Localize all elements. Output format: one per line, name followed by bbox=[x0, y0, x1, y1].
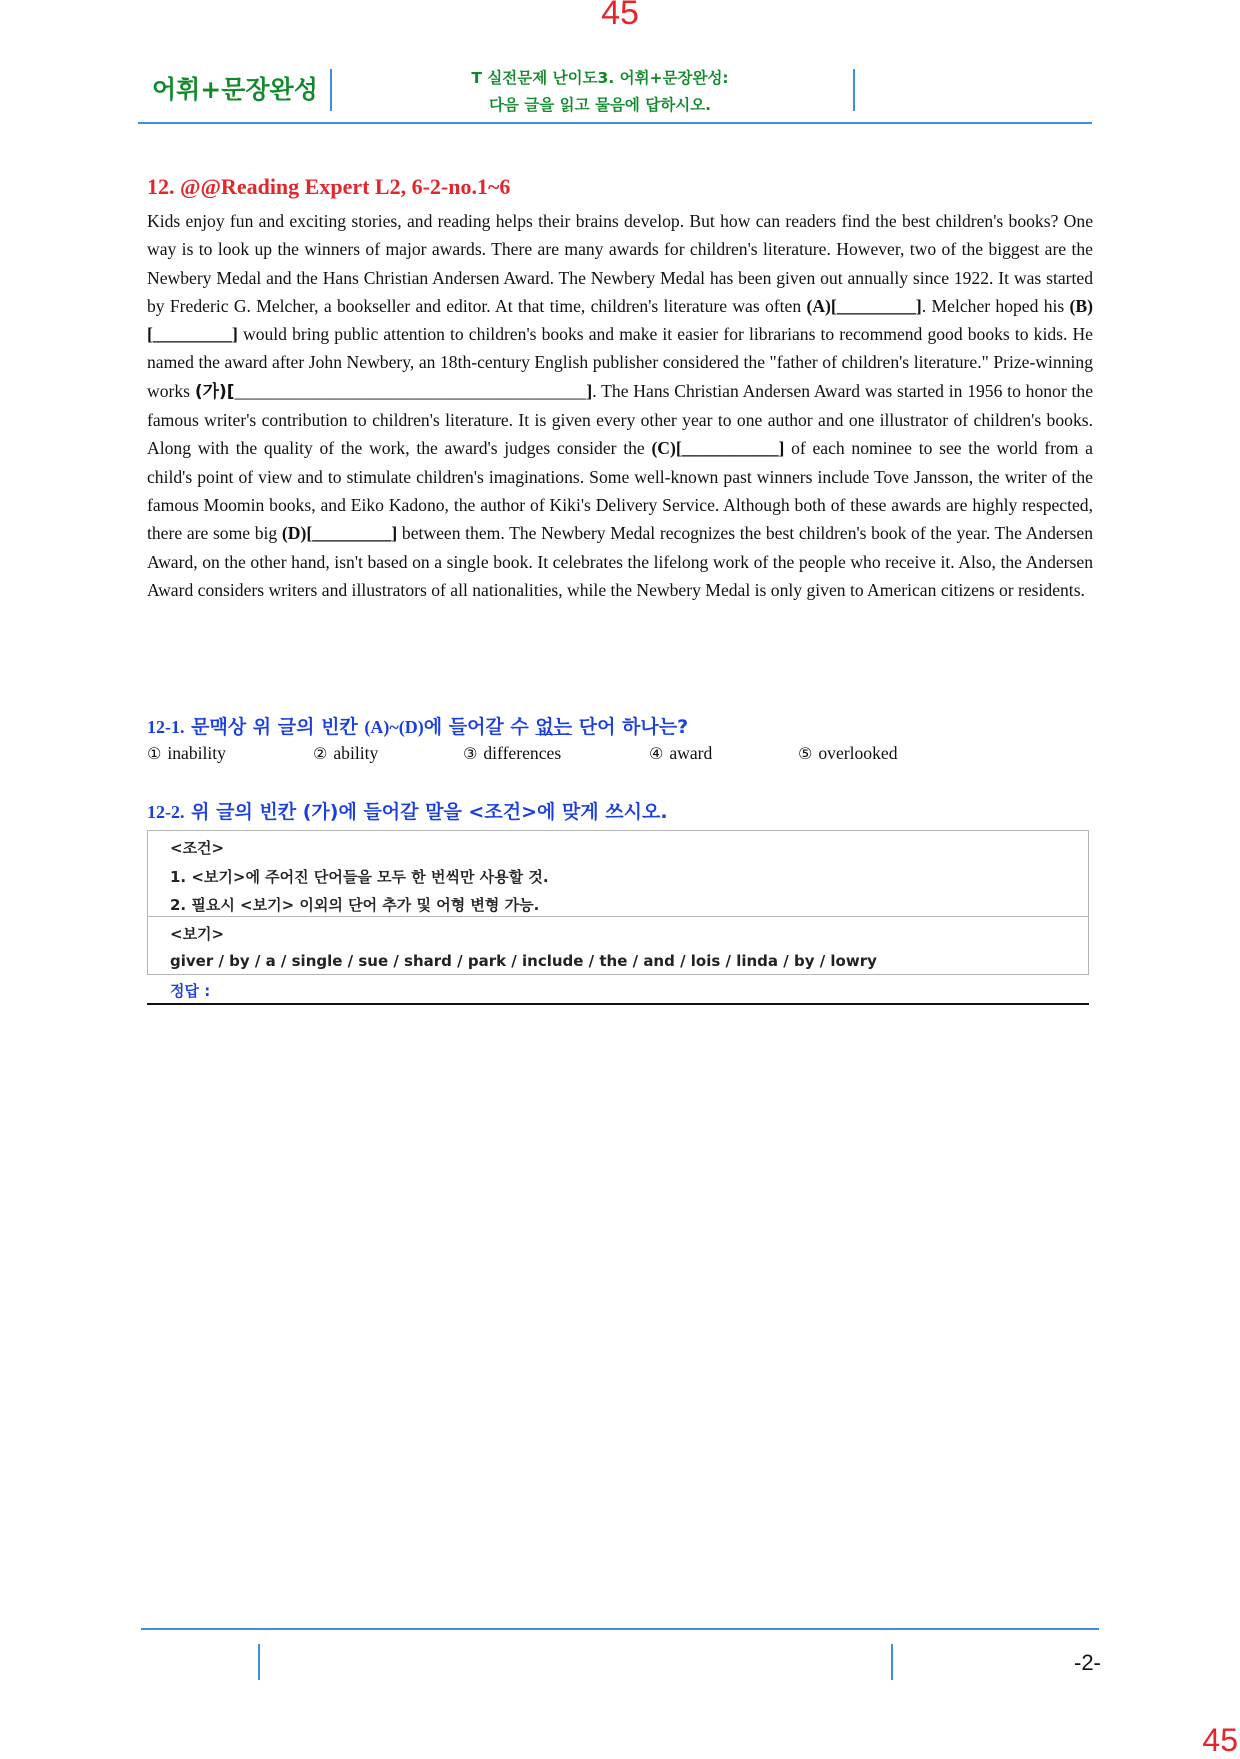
choice-text: overlooked bbox=[818, 743, 898, 763]
header-divider-left bbox=[330, 69, 332, 111]
footer-page-label: -2- bbox=[1074, 1650, 1101, 1675]
section-title: 어휘+문장완성 bbox=[152, 75, 318, 104]
choice-mark: ① bbox=[147, 744, 162, 763]
question-blank-ref: (가) bbox=[302, 801, 339, 823]
passage-segment: of each nominee to see the world from a child's point of view and to stimulate children's imaginations. Some well-known past winners include Tove Jansson, the writer of the famous Moomin books, and Eiko Kadono, the author of Kiki's Delivery Service. Although both of these awards are highly respected, there are some big bbox=[147, 438, 1093, 544]
question-number: 12-2. bbox=[147, 802, 185, 822]
footer-divider-right bbox=[891, 1644, 893, 1680]
instruction-line-1: T 실전문제 난이도3. 어휘+문장완성: bbox=[471, 69, 729, 87]
question-text: 에 들어갈 수 bbox=[423, 716, 536, 738]
passage-segment: would bring public attention to children's books and make it easier for librarians to recommend good books to kids. He named the award after John Newbery, an 18th-century English publisher considered the "father of children's literature." Prize-winning works bbox=[147, 324, 1093, 401]
bogi-words: giver / by / a / single / sue / shard / park / include / the / and / lois / linda / by / lowry bbox=[170, 952, 877, 970]
choice-1[interactable] bbox=[147, 743, 226, 764]
blank-b: (B)[_________] bbox=[147, 295, 1093, 345]
choice-mark: ④ bbox=[649, 744, 664, 763]
question-range: (A)~(D) bbox=[364, 717, 424, 737]
choice-text: inability bbox=[167, 743, 226, 763]
passage-segment: Kids enjoy fun and exciting stories, and reading helps their brains develop. But how can readers find the best children's books? One way is to look up the winners of major awards. There are many awards for children's literature. However, two of the biggest are the Newbery Medal and the Hans Christian Andersen Award. The Newbery Medal has been given out annually since 1922. It was started by Frederic G. Melcher, a bookseller and editor. At that time, children's literature was often bbox=[147, 211, 1093, 316]
choice-text: differences bbox=[483, 743, 562, 763]
passage-segment: between them. The Newbery Medal recognizes the best children's book of the year. The Andersen Award, on the other hand, isn't based on a single book. It celebrates the lifelong work of the people who receive it. Also, the Andersen Award considers writers and illustrators of all nationalities, while the Newbery Medal is only given to American citizens or residents. bbox=[147, 523, 1094, 600]
condition-1: 1. <보기>에 주어진 단어들을 모두 한 번씩만 사용할 것. bbox=[170, 868, 549, 886]
blank-ga: ________________________________________ bbox=[234, 380, 587, 401]
question-12-2 bbox=[147, 797, 668, 824]
choice-mark: ③ bbox=[463, 744, 478, 763]
underlined-word: 없는 bbox=[535, 716, 573, 738]
blank-ga-close: ] bbox=[586, 380, 593, 401]
bogi-label: <보기> bbox=[170, 925, 225, 943]
passage-segment: . The Hans Christian Andersen Award was started in 1956 to honor the famous writer's contribution to children's literature. It is given every other year to one author and one illustrator of children's books. Along with the quality of the work, the award's judges consider the bbox=[147, 380, 1094, 459]
answer-line[interactable] bbox=[147, 1003, 1089, 1005]
condition-2: 2. 필요시 <보기> 이외의 단어 추가 및 어형 변형 가능. bbox=[170, 896, 540, 914]
question-12-1 bbox=[147, 712, 688, 739]
page-number-bottom: 45 bbox=[1202, 1722, 1238, 1758]
passage-segment: . Melcher hoped his bbox=[921, 295, 1070, 316]
choice-4[interactable] bbox=[649, 743, 712, 764]
blank-ga-open: (가)[ bbox=[194, 381, 235, 402]
choice-5[interactable] bbox=[798, 743, 898, 764]
question-title: 12. @@Reading Expert L2, 6-2-no.1~6 bbox=[147, 174, 511, 199]
page-number-top: 45 bbox=[601, 0, 639, 32]
footer-divider-left bbox=[258, 1644, 260, 1680]
blank-a: (A)[_________] bbox=[806, 295, 922, 316]
question-text: 문맥상 위 글의 빈칸 bbox=[184, 716, 365, 738]
header-rule bbox=[138, 122, 1092, 124]
instruction-line-2: 다음 글을 읽고 물음에 답하시오. bbox=[488, 96, 712, 114]
question-number: 12-1. bbox=[147, 717, 185, 737]
blank-c: (C)[___________] bbox=[651, 438, 785, 459]
reading-passage bbox=[147, 207, 1093, 604]
footer-rule bbox=[141, 1628, 1099, 1630]
choice-mark: ⑤ bbox=[798, 744, 813, 763]
choice-mark: ② bbox=[313, 744, 328, 763]
blank-d: (D)[_________] bbox=[281, 523, 398, 544]
passage-text bbox=[147, 207, 1093, 604]
answer-label: 정답 : bbox=[170, 982, 211, 1000]
header-divider-right bbox=[853, 69, 855, 111]
conditions-label: <조건> bbox=[170, 839, 225, 857]
choice-2[interactable] bbox=[313, 743, 378, 764]
header-instruction bbox=[335, 65, 865, 119]
question-text: 단어 하나는? bbox=[572, 716, 689, 738]
choice-text: ability bbox=[333, 743, 379, 763]
choice-3[interactable] bbox=[463, 743, 561, 764]
question-text: 위 글의 빈칸 bbox=[184, 801, 303, 823]
choice-text: award bbox=[669, 743, 713, 763]
question-text: 에 들어갈 말을 <조건>에 맞게 쓰시오. bbox=[338, 801, 668, 823]
